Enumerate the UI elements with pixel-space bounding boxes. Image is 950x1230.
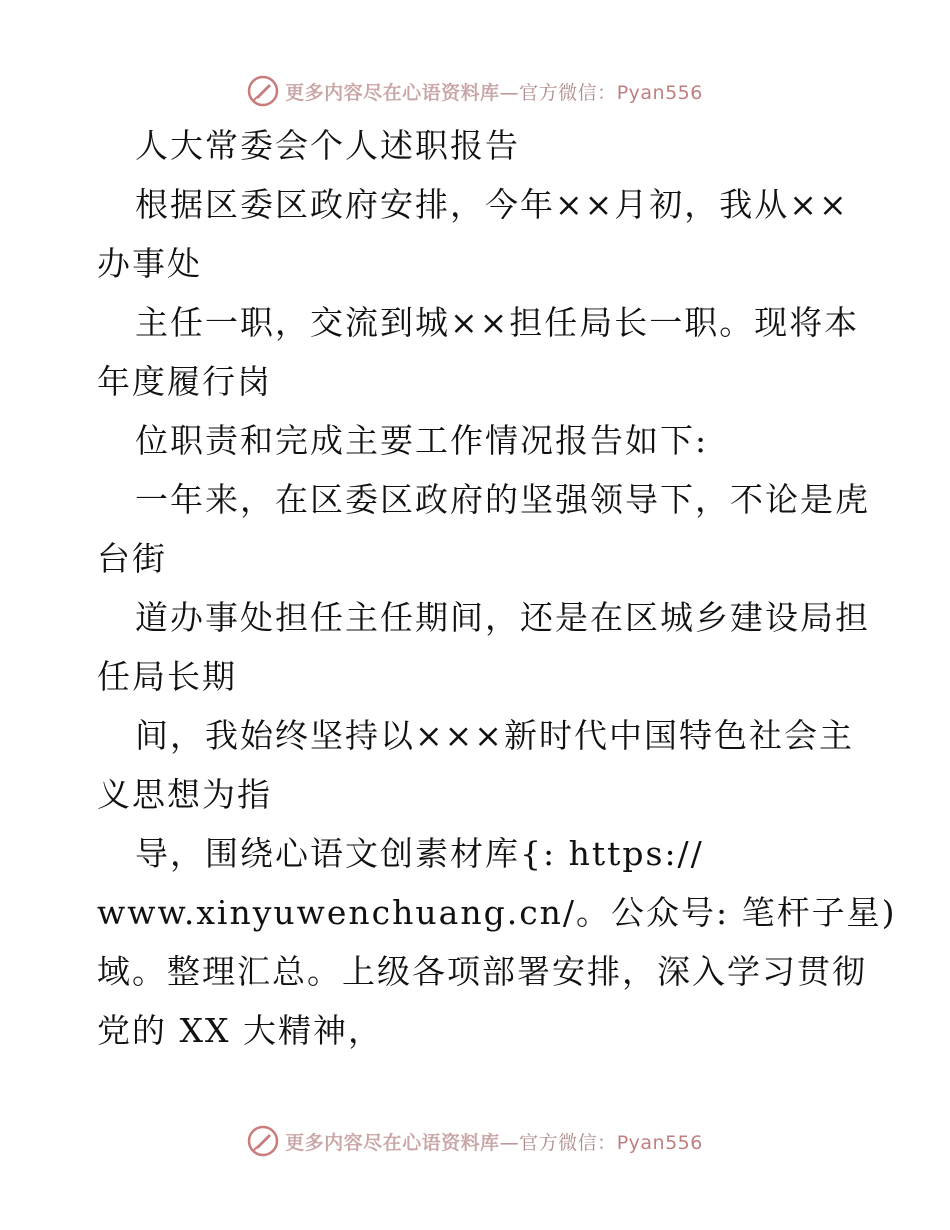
paragraph-line: 根据区委区政府安排，今年××月初，我从××: [135, 185, 849, 224]
paragraph-line: 导，围绕心语文创素材库{: https://: [135, 834, 704, 873]
header-watermark: [0, 71, 950, 111]
footer-watermark: [0, 1121, 950, 1161]
paragraph-line-url: www.xinyuwenchuang.cn/。公众号: 笔杆子星): [97, 893, 897, 932]
watermark-text: 更多内容尽在心语资料库—官方微信：Pyan556: [285, 81, 703, 104]
paragraph-line: 位职责和完成主要工作情况报告如下:: [135, 421, 709, 460]
paragraph-line: 一年来，在区委区政府的坚强领导下，不论是虎: [135, 480, 870, 519]
paragraph-line: 主任一职，交流到城××担任局长一职。现将本: [135, 303, 860, 342]
paragraph-line: 年度履行岗: [97, 362, 272, 401]
paragraph-line: 台街: [97, 539, 167, 578]
paragraph-line: 办事处: [97, 244, 202, 283]
paragraph-line: 党的 XX 大精神，: [97, 1011, 383, 1050]
document-body: [97, 116, 897, 1060]
quill-pen-logo-icon: [247, 1125, 279, 1157]
quill-pen-logo-icon: [247, 75, 279, 107]
paragraph-line: 间，我始终坚持以×××新时代中国特色社会主: [135, 716, 854, 755]
paragraph-line: 域。整理汇总。上级各项部署安排，深入学习贯彻: [97, 952, 867, 991]
paragraph-line: 道办事处担任主任期间，还是在区城乡建设局担: [135, 598, 870, 637]
watermark-text: 更多内容尽在心语资料库—官方微信：Pyan556: [285, 1131, 703, 1154]
paragraph-line: 任局长期: [97, 657, 237, 696]
paragraph-line: 义思想为指: [97, 775, 272, 814]
document-title: 人大常委会个人述职报告: [135, 126, 520, 165]
